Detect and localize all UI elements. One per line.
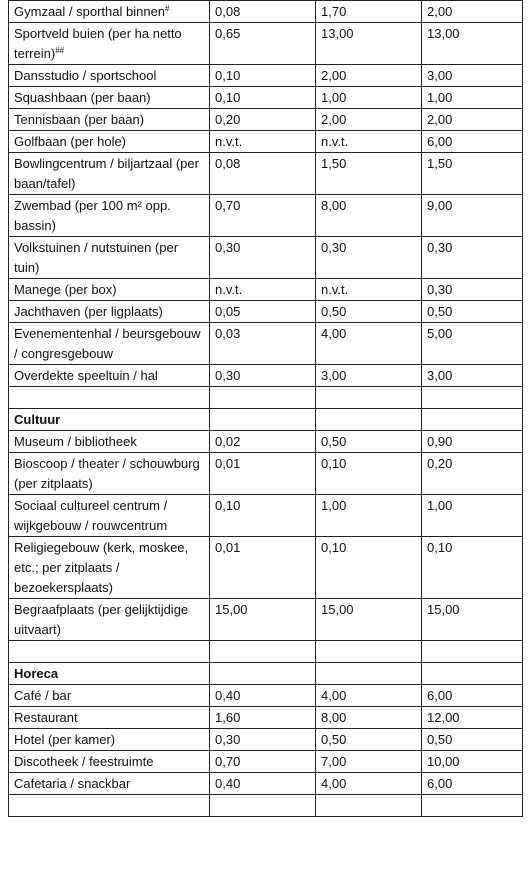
facility-label (9, 729, 210, 751)
value-cell-2: 4,00 (316, 685, 422, 707)
empty-cell (316, 409, 422, 431)
value-cell-2: 8,00 (316, 707, 422, 729)
value-cell-3: 6,00 (422, 131, 523, 153)
facility-label-text: Gymzaal / sporthal binnen (14, 4, 166, 19)
facility-label (9, 323, 210, 365)
value-cell-3: 0,90 (422, 431, 523, 453)
table-row (9, 109, 523, 131)
facility-label (9, 431, 210, 453)
value-cell-3: 5,00 (422, 323, 523, 365)
value-cell-1: 15,00 (210, 599, 316, 641)
facility-label (9, 495, 210, 537)
table-row (9, 431, 523, 453)
parking-norms-table (8, 0, 523, 817)
facility-label (9, 751, 210, 773)
value-cell-1: 0,10 (210, 65, 316, 87)
facility-label (9, 537, 210, 599)
value-cell-3: 1,50 (422, 153, 523, 195)
facility-label-text: Squashbaan (per baan) (14, 90, 151, 105)
value-cell-1: 0,05 (210, 301, 316, 323)
table-row (9, 195, 523, 237)
table-row (9, 323, 523, 365)
value-cell-2: 1,00 (316, 87, 422, 109)
value-cell-1: n.v.t. (210, 131, 316, 153)
value-cell-3: 3,00 (422, 365, 523, 387)
footnote-marker: ## (55, 46, 65, 55)
value-cell-3: 0,30 (422, 279, 523, 301)
blank-row (9, 387, 523, 409)
table-row (9, 751, 523, 773)
facility-label (9, 453, 210, 495)
value-cell-3: 13,00 (422, 23, 523, 65)
facility-label-text: Evenementenhal / beursgebouw / congresgebouw (14, 326, 201, 361)
empty-cell (210, 387, 316, 409)
value-cell-3: 0,50 (422, 729, 523, 751)
facility-label-text: Hotel (per kamer) (14, 732, 116, 747)
value-cell-1: 0,30 (210, 729, 316, 751)
table-row (9, 279, 523, 301)
value-cell-3: 1,00 (422, 87, 523, 109)
value-cell-2: 2,00 (316, 109, 422, 131)
value-cell-1: 0,10 (210, 495, 316, 537)
value-cell-1: 0,30 (210, 365, 316, 387)
empty-cell (9, 795, 210, 817)
empty-cell (210, 641, 316, 663)
empty-cell (422, 663, 523, 685)
value-cell-1: 0,08 (210, 153, 316, 195)
facility-label-text: Tennisbaan (per baan) (14, 112, 145, 127)
table-row (9, 1, 523, 23)
facility-label (9, 599, 210, 641)
value-cell-3: 10,00 (422, 751, 523, 773)
table-row (9, 301, 523, 323)
facility-label (9, 279, 210, 301)
facility-label-text: Museum / bibliotheek (14, 434, 137, 449)
empty-cell (210, 409, 316, 431)
table-row (9, 453, 523, 495)
facility-label-text: Jachthaven (per ligplaats) (14, 304, 163, 319)
facility-label-text: Golfbaan (per hole) (14, 134, 127, 149)
value-cell-2: 15,00 (316, 599, 422, 641)
table-row (9, 773, 523, 795)
facility-label-text: Bowlingcentrum / biljartzaal (per baan/tafel) (14, 156, 199, 191)
facility-label (9, 131, 210, 153)
value-cell-2: 1,70 (316, 1, 422, 23)
value-cell-3: 15,00 (422, 599, 523, 641)
table-row (9, 65, 523, 87)
value-cell-1: 0,70 (210, 195, 316, 237)
facility-label (9, 153, 210, 195)
blank-row (9, 641, 523, 663)
value-cell-2: 4,00 (316, 773, 422, 795)
empty-cell (9, 387, 210, 409)
facility-label (9, 237, 210, 279)
value-cell-3: 9,00 (422, 195, 523, 237)
value-cell-3: 0,20 (422, 453, 523, 495)
value-cell-3: 6,00 (422, 773, 523, 795)
value-cell-3: 2,00 (422, 1, 523, 23)
value-cell-2: 2,00 (316, 65, 422, 87)
value-cell-3: 0,10 (422, 537, 523, 599)
facility-label-text: Begraafplaats (per gelijktijdige uitvaart) (14, 602, 189, 637)
value-cell-3: 0,30 (422, 237, 523, 279)
table-row (9, 537, 523, 599)
facility-label-text: Restaurant (14, 710, 78, 725)
value-cell-3: 1,00 (422, 495, 523, 537)
value-cell-1: 0,40 (210, 773, 316, 795)
facility-label (9, 1, 210, 23)
table-row (9, 495, 523, 537)
facility-label (9, 685, 210, 707)
table-row (9, 729, 523, 751)
facility-label (9, 773, 210, 795)
facility-label-text: Zwembad (per 100 m² opp. bassin) (14, 198, 171, 233)
value-cell-2: 13,00 (316, 23, 422, 65)
value-cell-2: 1,50 (316, 153, 422, 195)
facility-label-text: Overdekte speeltuin / hal (14, 368, 158, 383)
facility-label (9, 109, 210, 131)
blank-row (9, 795, 523, 817)
empty-cell (422, 387, 523, 409)
value-cell-2: n.v.t. (316, 131, 422, 153)
facility-label-text: Cafetaria / snackbar (14, 776, 131, 791)
facility-label (9, 707, 210, 729)
facility-label-text: Discotheek / feestruimte (14, 754, 154, 769)
empty-cell (422, 795, 523, 817)
facility-label-text: Volkstuinen / nutstuinen (per tuin) (14, 240, 179, 275)
value-cell-1: 0,02 (210, 431, 316, 453)
value-cell-1: 0,70 (210, 751, 316, 773)
value-cell-2: 4,00 (316, 323, 422, 365)
value-cell-2: 8,00 (316, 195, 422, 237)
table-row (9, 707, 523, 729)
facility-label (9, 365, 210, 387)
value-cell-2: 7,00 (316, 751, 422, 773)
empty-cell (422, 409, 523, 431)
facility-label (9, 301, 210, 323)
value-cell-1: 0,01 (210, 537, 316, 599)
facility-label-text: Sportveld buien (per ha netto terrein) (14, 26, 182, 61)
value-cell-2: 0,10 (316, 537, 422, 599)
table-row (9, 685, 523, 707)
value-cell-1: 0,03 (210, 323, 316, 365)
value-cell-3: 3,00 (422, 65, 523, 87)
table-row (9, 365, 523, 387)
empty-cell (316, 641, 422, 663)
empty-cell (316, 795, 422, 817)
value-cell-1: 0,08 (210, 1, 316, 23)
footnote-marker: # (165, 4, 170, 13)
value-cell-1: 0,30 (210, 237, 316, 279)
value-cell-1: 0,20 (210, 109, 316, 131)
section-title: Cultuur (9, 409, 210, 431)
table-row (9, 237, 523, 279)
value-cell-2: 0,10 (316, 453, 422, 495)
section-header-row (9, 663, 523, 685)
empty-cell (316, 387, 422, 409)
table-row (9, 153, 523, 195)
facility-label-text: Café / bar (14, 688, 72, 703)
value-cell-1: 0,65 (210, 23, 316, 65)
facility-label-text: Bioscoop / theater / schouwburg (per zitplaats) (14, 456, 200, 491)
facility-label-text: Dansstudio / sportschool (14, 68, 157, 83)
table-row (9, 599, 523, 641)
section-header-row (9, 409, 523, 431)
table-row (9, 131, 523, 153)
value-cell-2: 0,50 (316, 431, 422, 453)
facility-label (9, 195, 210, 237)
table-row (9, 87, 523, 109)
value-cell-1: 0,40 (210, 685, 316, 707)
facility-label-text: Religiegebouw (kerk, moskee, etc.; per zitplaats / bezoekersplaats) (14, 540, 189, 595)
facility-label (9, 87, 210, 109)
table-row (9, 23, 523, 65)
value-cell-2: 3,00 (316, 365, 422, 387)
value-cell-1: n.v.t. (210, 279, 316, 301)
section-title: Horeca (9, 663, 210, 685)
value-cell-2: 0,30 (316, 237, 422, 279)
empty-cell (316, 663, 422, 685)
facility-label-text: Sociaal cultureel centrum / wijkgebouw / rouwcentrum (14, 498, 168, 533)
empty-cell (210, 795, 316, 817)
value-cell-3: 6,00 (422, 685, 523, 707)
value-cell-3: 0,50 (422, 301, 523, 323)
value-cell-1: 0,01 (210, 453, 316, 495)
value-cell-1: 0,10 (210, 87, 316, 109)
empty-cell (210, 663, 316, 685)
value-cell-2: 0,50 (316, 729, 422, 751)
value-cell-3: 2,00 (422, 109, 523, 131)
empty-cell (9, 641, 210, 663)
empty-cell (422, 641, 523, 663)
facility-label (9, 23, 210, 65)
facility-label-text: Manege (per box) (14, 282, 117, 297)
value-cell-3: 12,00 (422, 707, 523, 729)
value-cell-2: 0,50 (316, 301, 422, 323)
value-cell-2: 1,00 (316, 495, 422, 537)
value-cell-1: 1,60 (210, 707, 316, 729)
value-cell-2: n.v.t. (316, 279, 422, 301)
facility-label (9, 65, 210, 87)
table-body (9, 1, 523, 817)
